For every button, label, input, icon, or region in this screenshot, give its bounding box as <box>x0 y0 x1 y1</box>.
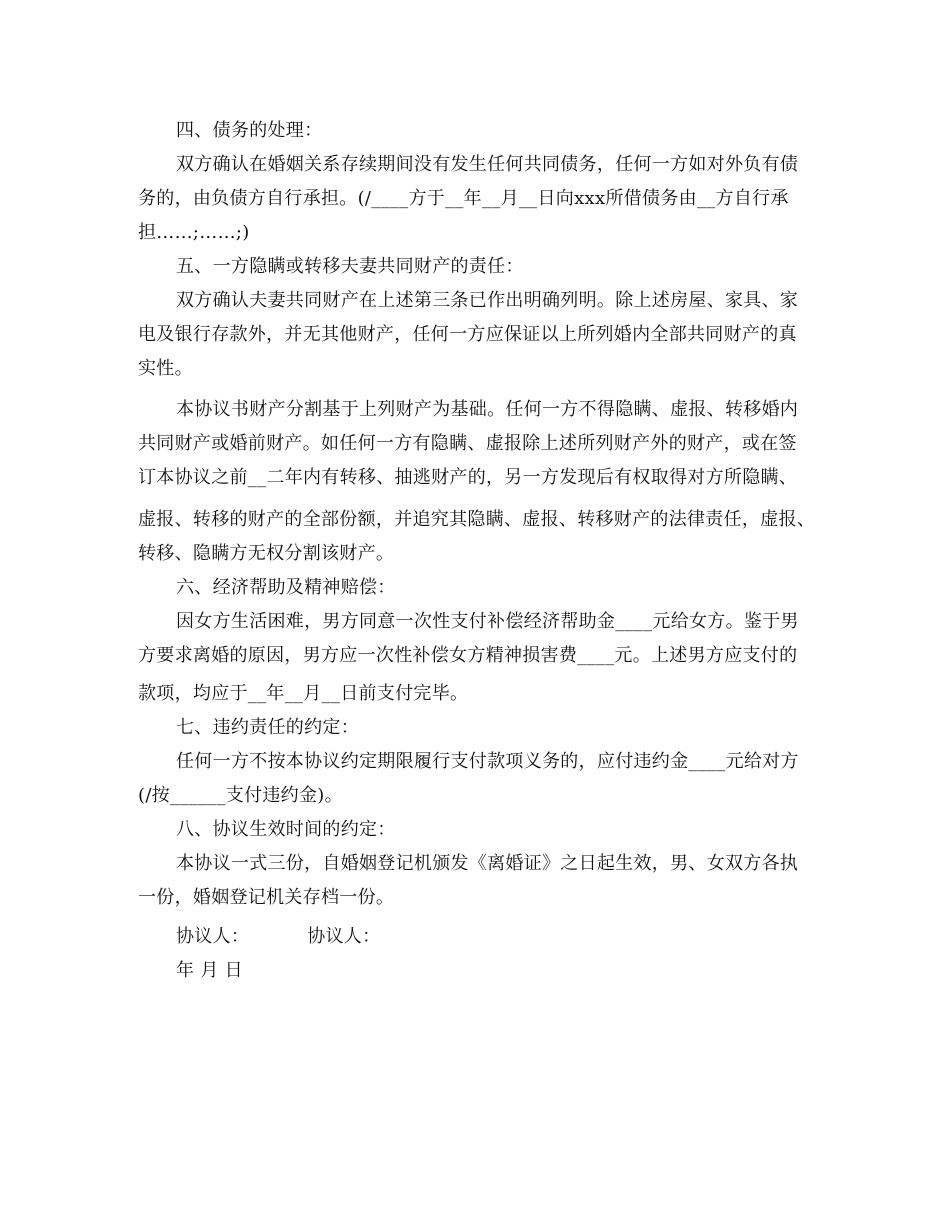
section-5-heading: 五、一方隐瞒或转移夫妻共同财产的责任： <box>176 256 524 277</box>
section-4-heading: 四、债务的处理： <box>176 120 323 141</box>
section-7-heading: 七、违约责任的约定： <box>176 717 359 738</box>
paragraph-line: (/按______支付违约金)。 <box>138 785 343 806</box>
paragraph-line: 方要求离婚的原因，男方应一次性补偿女方精神损害费____元。上述男方应支付的 <box>138 645 798 666</box>
paragraph-line: 双方确认夫妻共同财产在上述第三条已作出明确列明。除上述房屋、家具、家 <box>176 290 799 311</box>
paragraph-line: 共同财产或婚前财产。如任何一方有隐瞒、虚报除上述所列财产外的财产，或在签 <box>138 433 797 454</box>
section-8-heading: 八、协议生效时间的约定： <box>176 819 396 840</box>
paragraph-line: 双方确认在婚姻关系存续期间没有发生任何共同债务，任何一方如对外负有债 <box>176 154 799 175</box>
paragraph-line: 转移、隐瞒方无权分割该财产。 <box>138 543 395 564</box>
paragraph-line: 虚报、转移的财产的全部份额，并追究其隐瞒、虚报、转移财产的法律责任，虚报、 <box>138 509 816 530</box>
paragraph-line: 订本协议之前__二年内有转移、抽逃财产的，另一方发现后有权取得对方所隐瞒、 <box>138 467 798 488</box>
date-line: 年 月 日 <box>176 960 243 981</box>
paragraph-line: 担……;……;) <box>138 222 250 243</box>
paragraph-line: 本协议书财产分割基于上列财产为基础。任何一方不得隐瞒、虚报、转移婚内 <box>176 399 799 420</box>
paragraph-line: 一份，婚姻登记机关存档一份。 <box>138 887 395 908</box>
party-1-label: 协议人： <box>176 926 250 947</box>
paragraph-line: 因女方生活困难，男方同意一次性支付补偿经济帮助金____元给女方。鉴于男 <box>176 611 799 632</box>
paragraph-line: 实性。 <box>138 358 193 379</box>
section-6-heading: 六、经济帮助及精神赔偿： <box>176 577 396 598</box>
paragraph-line: 任何一方不按本协议约定期限履行支付款项义务的，应付违约金____元给对方 <box>176 751 799 772</box>
paragraph-line: 务的，由负债方自行承担。(/____方于__年__月__日向xxx所借债务由__方自行承 <box>138 188 789 209</box>
paragraph-line: 本协议一式三份，自婚姻登记机颁发《离婚证》之日起生效，男、女双方各执 <box>176 853 799 874</box>
party-2-label: 协议人： <box>307 926 381 947</box>
signature-row <box>176 925 380 949</box>
paragraph-line: 电及银行存款外，并无其他财产，任何一方应保证以上所列婚内全部共同财产的真 <box>138 324 797 345</box>
paragraph-line: 款项，均应于__年__月__日前支付完毕。 <box>138 683 469 704</box>
